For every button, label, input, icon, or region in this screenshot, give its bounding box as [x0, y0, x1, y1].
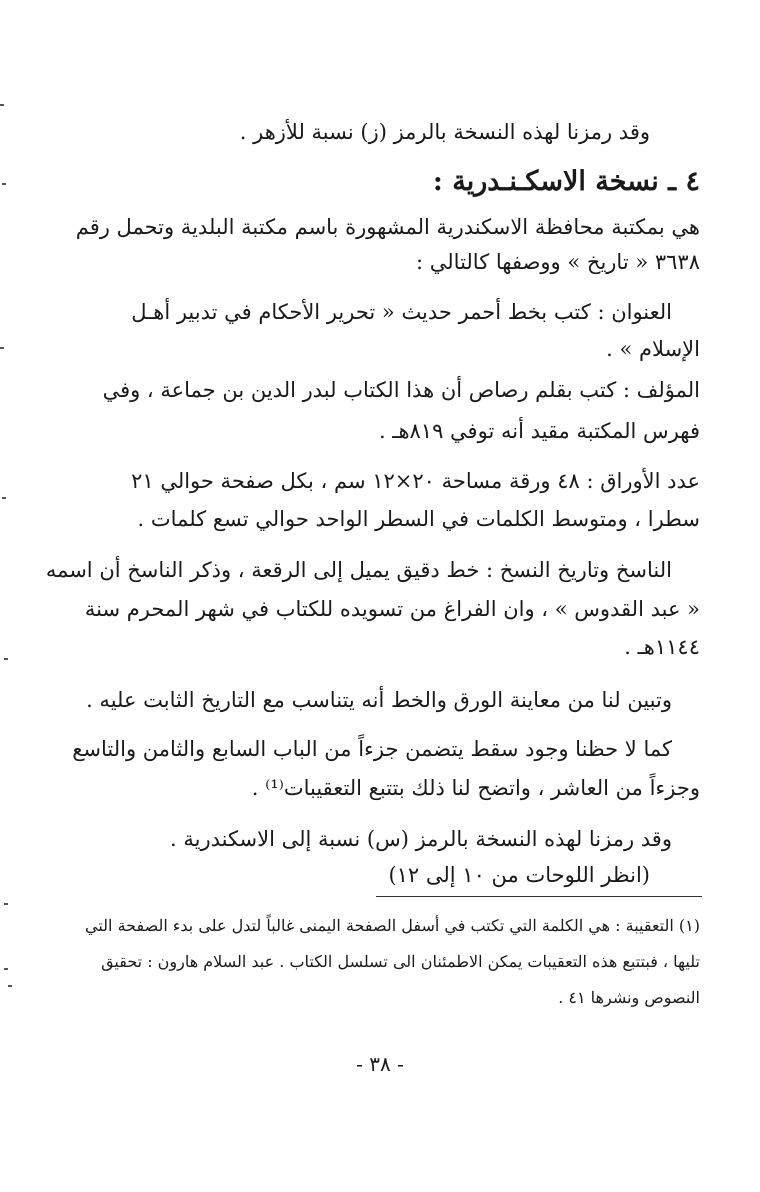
margin-mark [2, 183, 6, 185]
footnote-line: (١) التعقيبة : هي الكلمة التي تكتب في أسفل الصفحة اليمنى غالباً لتدل على بدء الصفحة التي [85, 916, 700, 935]
paragraph-line: فهرس المكتبة مقيد أنه توفي ٨١٩هـ . [378, 419, 700, 443]
paragraph-line: الإسلام » . [606, 337, 700, 361]
margin-mark [4, 658, 8, 660]
paragraph-line: وقد رمزنا لهذه النسخة بالرمز (ز) نسبة للأزهر . [239, 120, 650, 144]
paragraph-line: وقد رمزنا لهذه النسخة بالرمز (س) نسبة إلى الاسكندرية . [169, 827, 672, 851]
paragraph-line: وجزءاً من العاشر ، واتضح لنا ذلك بتتبع التعقيبات⁽¹⁾ . [251, 776, 700, 800]
paragraph-line: الناسخ وتاريخ النسخ : خط دقيق يميل إلى الرقعة ، وذكر الناسخ أن اسمه [45, 558, 672, 582]
paragraph-line: العنوان : كتب بخط أحمر حديث « تحرير الأحكام في تدبير أهـل [131, 300, 672, 324]
margin-mark [0, 347, 4, 349]
paragraph-line: (انظر اللوحات من ١٠ إلى ١٢) [388, 863, 650, 887]
margin-mark [4, 903, 8, 905]
paragraph-line: هي بمكتبة محافظة الاسكندرية المشهورة باسم مكتبة البلدية وتحمل رقم [75, 215, 700, 239]
paragraph-line: عدد الأوراق : ٤٨ ورقة مساحة ٢٠×١٢ سم ، بكل صفحة حوالي ٢١ [131, 469, 700, 493]
paragraph-line: ١١٤٤هـ . [624, 635, 700, 659]
margin-mark [2, 497, 6, 499]
footnotes [45, 0, 700, 1192]
footnote-line: النصوص ونشرها ٤١ . [558, 988, 700, 1007]
section-heading: ٤ ـ نسخة الاسكـنـدرية : [432, 166, 700, 197]
paragraph-line: المؤلف : كتب بقلم رصاص أن هذا الكتاب لبدر الدين بن جماعة ، وفي [102, 378, 700, 402]
margin-mark [4, 968, 8, 970]
paragraph-line: كما لا حظنا وجود سقط يتضمن جزءاً من الباب السابع والثامن والتاسع [72, 737, 672, 761]
margin-mark [0, 104, 4, 106]
margin-mark [8, 985, 12, 987]
page-number: - ٣٨ - [356, 1052, 404, 1076]
footnote-line: تليها ، فبتتبع هذه التعقيبات يمكن الاطمئنان الى تسلسل الكتاب . عبد السلام هارون : تحقيق [101, 952, 700, 971]
paragraph-line: وتبين لنا من معاينة الورق والخط أنه يتناسب مع التاريخ الثابت عليه . [86, 688, 672, 712]
paragraph-line: سطرا ، ومتوسط الكلمات في السطر الواحد حوالي تسع كلمات . [137, 507, 700, 531]
paragraph-line: « عبد القدوس » ، وان الفراغ من تسويده للكتاب في شهر المحرم سنة [84, 597, 700, 621]
paragraph-line: ٣٦٣٨ « تاريخ » ووصفها كالتالي : [416, 250, 700, 274]
